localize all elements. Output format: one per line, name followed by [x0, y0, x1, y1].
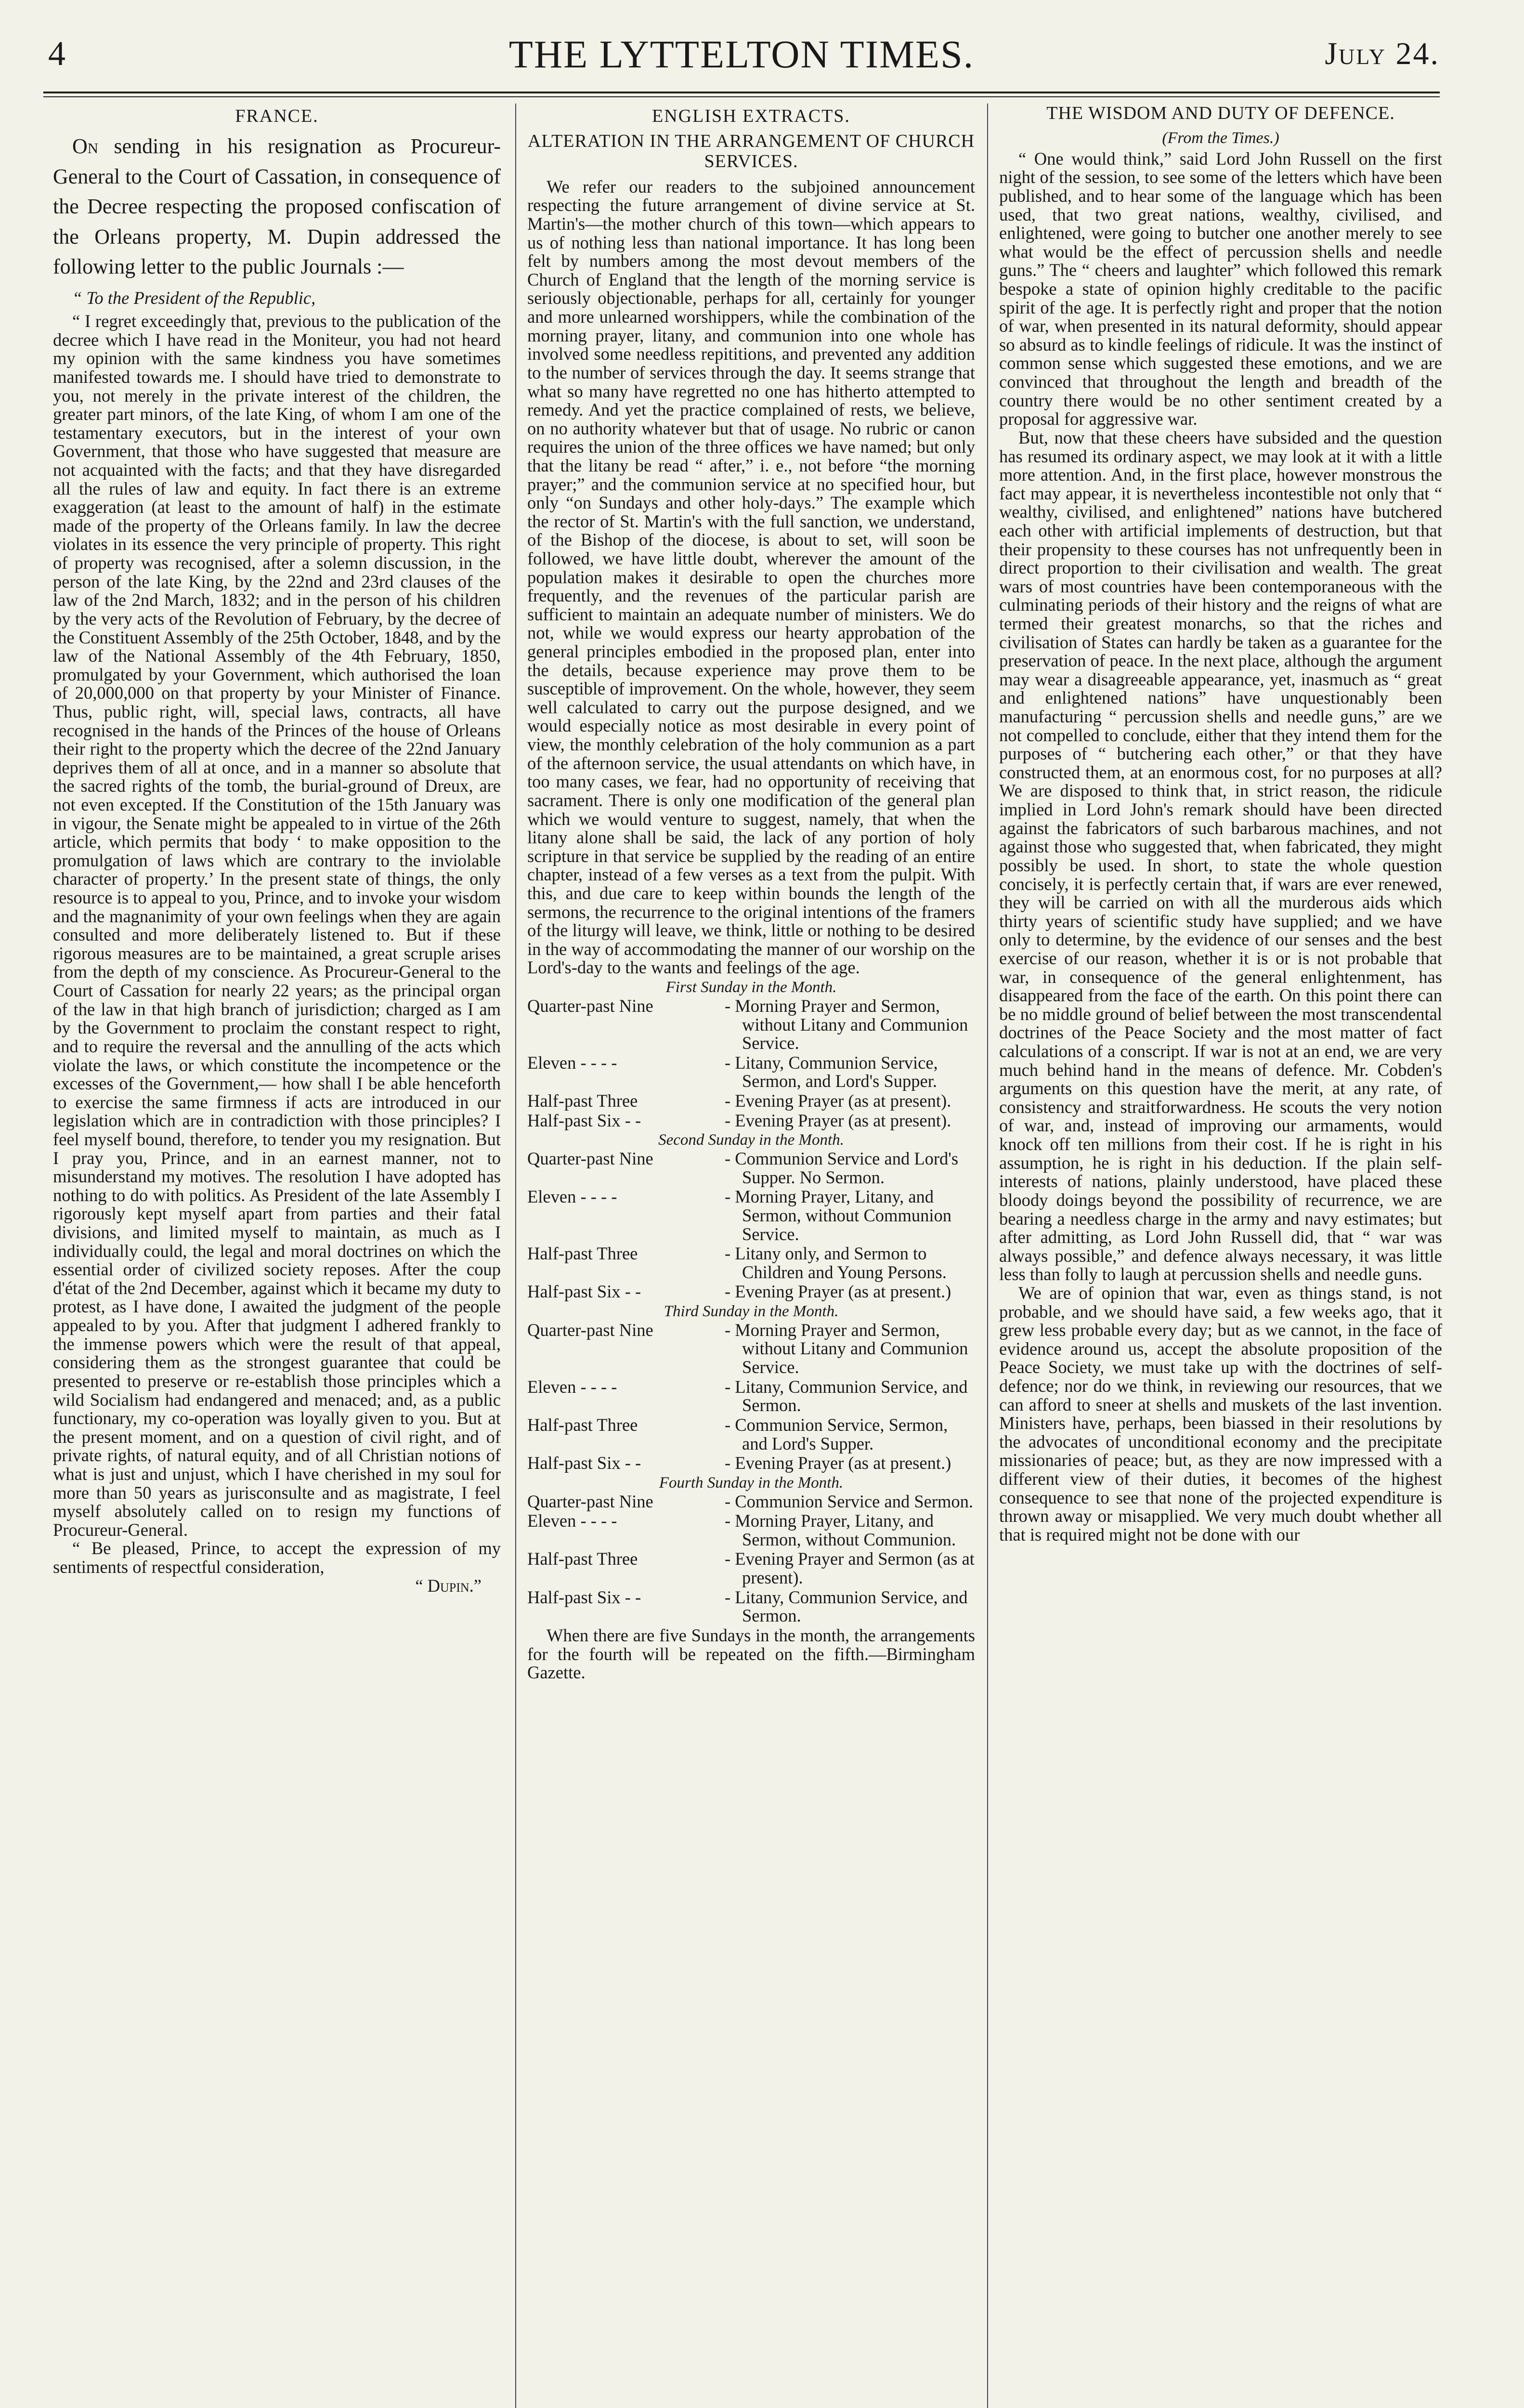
schedule-time: Half-past Six - -	[527, 1110, 641, 1130]
section-heading: ENGLISH EXTRACTS.	[652, 106, 850, 126]
schedule-service: - Morning Prayer, Litany, and Sermon, without Communion.	[725, 1511, 956, 1549]
schedule-row	[527, 1492, 975, 1511]
article-heading: THE WISDOM AND DUTY OF DEFENCE.	[1046, 104, 1395, 123]
schedule-service: - Evening Prayer and Sermon (as at present).	[725, 1549, 975, 1588]
schedule-service: - Litany, Communion Service, Sermon, and Lord's Supper.	[725, 1052, 938, 1091]
schedule-time: Eleven - - - -	[527, 1376, 617, 1397]
schedule-row	[527, 1054, 975, 1091]
article-english-extracts	[527, 104, 975, 2408]
article-heading: FRANCE.	[235, 106, 319, 126]
schedule-row	[527, 1321, 975, 1377]
schedule-service: - Litany only, and Sermon to Children and Young Persons.	[725, 1243, 947, 1282]
schedule-row	[527, 1550, 975, 1587]
schedule-time: Half-past Three	[527, 1243, 638, 1264]
schedule-row	[527, 997, 975, 1053]
schedule-time: Quarter-past Nine	[527, 995, 653, 1016]
lead-text: sending in his resignation as Procureur-General to the Court of Cassation, in consequence of the Decree respecting the proposed confiscation of the Orleans property, M. Dupin addressed the following letter to the public Journals :—	[53, 134, 501, 279]
page-number: 4	[48, 34, 65, 73]
schedule-service: - Litany, Communion Service, and Sermon.	[725, 1587, 968, 1626]
schedule-row	[527, 1092, 975, 1111]
schedule-time: Quarter-past Nine	[527, 1320, 653, 1340]
schedule-service: - Communion Service, Sermon, and Lord's Supper.	[725, 1414, 948, 1453]
article-paragraph: We are of opinion that war, even as things stand, is not probable, and we should have said, a few weeks ago, that it grew less probable every day; but as we cannot, in the face of evidence around us, accept the absolute proposition of the Peace Society, we must take up with the doctrines of self-defence; nor do we think, in reviewing our resources, that we can afford to sneer at shells and muskets of the last invention. Ministers have, perhaps, been biassed in their resolutions by the advocates of unconditional economy and the precipitate missionaries of peace; but, as they are now impressed with a different view of their duties, it becomes of the highest consequence to see that none of the projected expenditure is thrown away or misapplied. We very much doubt whether all that is required might not be done with our	[999, 1283, 1442, 1544]
schedule-service: - Morning Prayer and Sermon, without Litany and Communion Service.	[725, 1320, 968, 1377]
schedule-row	[527, 1112, 975, 1130]
schedule-service: - Morning Prayer and Sermon, without Litany and Communion Service.	[725, 995, 968, 1053]
masthead-rule-thin	[43, 96, 1440, 97]
schedule-time: Half-past Six - -	[527, 1453, 641, 1473]
closing-note: When there are five Sundays in the month, the arrangements for the fourth will be repeated on the fifth.—Birmingham Gazette.	[527, 1625, 975, 1683]
schedule-row	[527, 1512, 975, 1549]
letter-signature: “ Dupin.”	[415, 1575, 482, 1596]
service-schedule	[527, 979, 975, 1625]
schedule-service: - Evening Prayer (as at present.)	[725, 1453, 951, 1473]
schedule-row	[527, 1416, 975, 1453]
schedule-service: - Communion Service and Lord's Supper. No Sermon.	[725, 1149, 959, 1187]
schedule-heading: Third Sunday in the Month.	[664, 1302, 839, 1320]
schedule-row	[527, 1283, 975, 1301]
schedule-heading: Fourth Sunday in the Month.	[659, 1474, 844, 1492]
column-divider	[987, 104, 988, 2408]
schedule-service: - Evening Prayer (as at present.)	[725, 1282, 951, 1302]
letter-address: “ To the President of the Republic,	[72, 288, 316, 308]
schedule-service: - Morning Prayer, Litany, and Sermon, without Communion Service.	[725, 1187, 951, 1244]
letter-paragraph: “ Be pleased, Prince, to accept the expression of my sentiments of respectful consideration,	[53, 1538, 501, 1577]
schedule-time: Half-past Six - -	[527, 1282, 641, 1302]
article-france	[53, 104, 501, 2408]
masthead-rule	[43, 92, 1440, 93]
schedule-service: - Litany, Communion Service, and Sermon.	[725, 1376, 968, 1415]
article-heading: ALTERATION IN THE ARRANGEMENT OF CHURCH SERVICES.	[527, 131, 975, 171]
schedule-row	[527, 1150, 975, 1187]
schedule-row	[527, 1588, 975, 1625]
article-body: We refer our readers to the subjoined announcement respecting the future arrangement of divine service at St. Martin's—the mother church of this town—which appears to us of nothing less than national importance. It has long been felt by numbers among the most devout members of the Church of England that the length of the morning service is seriously objectionable, perhaps for all, certainly for younger and more unlearned worshippers, while the combination of the morning prayer, litany, and communion into one whole has involved some needless repititions, and prevented any addition to the number of services through the day. It seems strange that what so many have regretted no one has hitherto attempted to remedy. And yet the practice complained of rests, we believe, on no authority whatever but that of usage. No rubric or canon requires the union of the three offices we have named; but only that the litany be read “ after,” i. e., not before “the morning prayer;” and the communion service at no specified hour, but only “on Sundays and other holy-days.” The example which the rector of St. Martin's with the full sanction, we understand, of the Bishop of the diocese, is about to set, will soon be followed, we have little doubt, wherever the amount of the population makes it desirable to open the churches more frequently, and the revenues of the particular parish are sufficient to maintain an adequate number of ministers. We do not, while we would express our hearty approbation of the general principles embodied in the proposed plan, enter into the details, because experience may prove them to be susceptible of improvement. On the whole, however, they seem well calculated to carry out the purpose designed, and we would especially notice as most desirable in every point of view, the monthly celebration of the holy communion as a part of the afternoon service, the usual attendants on which have, in too many cases, we fear, had no opportunity of receiving that sacrament. There is only one modification of the general plan which we would venture to suggest, namely, that when the litany alone shall be said, the lack of any portion of holy scripture in that service be supplied by the reading of an entire chapter, instead of a few verses as a text from the pulpit. With this, and due care to keep within bounds the length of the sermons, the recurrence to the original intentions of the framers of the liturgy will leave, we think, little or nothing to be desired in the way of accommodating the manner of our worship on the Lord's-day to the wants and feelings of the age.	[527, 176, 975, 978]
schedule-heading: First Sunday in the Month.	[665, 979, 837, 996]
schedule-time: Eleven - - - -	[527, 1511, 617, 1531]
schedule-row	[527, 1244, 975, 1282]
schedule-time: Half-past Three	[527, 1090, 638, 1111]
schedule-service: - Evening Prayer (as at present).	[725, 1110, 951, 1130]
column-divider	[515, 104, 516, 2408]
article-defence	[999, 104, 1442, 2408]
schedule-row	[527, 1454, 975, 1473]
schedule-time: Half-past Six - -	[527, 1587, 641, 1607]
schedule-time: Quarter-past Nine	[527, 1491, 653, 1511]
schedule-row	[527, 1378, 975, 1415]
letter-paragraph: “ I regret exceedingly that, previous to the publication of the decree which I have read in the Moniteur, you had not heard my opinion with the same kindness you have sometimes manifested towards me. I should have tried to demonstrate to you, not merely in the private interest of the children, the greater part minors, of the late King, of whom I am one of the testamentary executors, but in the interest of your own Government, that those who have suggested that measure are not acquainted with the facts; and that they have disregarded all the rules of law and equity. In fact there is an extreme exaggeration (at least to the amount of half) in the estimate made of the property of the Orleans family. In law the decree violates in its essence the very principle of property. This right of property was recognised, after a solemn discussion, in the person of the late King, by the 22nd and 23rd clauses of the law of the 2nd March, 1832; and in the person of his children by the very acts of the Revolution of February, by the decree of the Constituent Assembly of the 25th October, 1848, and by the law of the National Assembly of the 4th February, 1850, promulgated by your Government, which authorised the loan of 20,000,000 on that property by your Minister of Finance. Thus, public right, will, special laws, contracts, all have recognised in the hands of the Princes of the house of Orleans their right to the property which the decree of the 22nd January deprives them of all at once, and in a manner so absolute that the sacred rights of the tomb, the burial-ground of Dreux, are not even excepted. If the Constitution of the 15th January was in vigour, the Senate might be appealed to in virtue of the 26th article, which permits that body ‘ to make opposition to the promulgation of laws which are contrary to the inviolable character of property.’ In the present state of things, the only resource is to appeal to you, Prince, and to invoke your wisdom and the magnanimity of your own feelings when they are again consulted and more deliberately listened to. But if these rigorous measures are to be maintained, a great scruple arises from the depth of my conscience. As Procureur-General to the Court of Cassation for nearly 22 years; as the principal organ of the law in that high branch of jurisdiction; charged as I am by the Government to proclaim the constant respect to right, and to require the reversal and the annulling of the acts which violate the laws, or which constitute the incompetence or the excesses of the Government,— how shall I be able henceforth to exercise the same firmness if acts are introduced in our legislation which are in contradiction with those principles? I feel myself bound, therefore, to tender you my resignation. But I pray you, Prince, and in an earnest manner, not to misunderstand my motives. The resolution I have adopted has nothing to do with politics. As President of the late Assembly I rigorously kept myself apart from parties and their fatal divisions, and limited myself to maintain, as much as I individually could, the legal and moral doctrines on which the essential order of civilized society reposes. After the coup d'état of the 2nd December, against which it became my duty to protest, as I have done, I awaited the judgment of the people appealed to by you. After that judgment I adhered frankly to the immense powers which were the result of that appeal, considering them as the strongest guarantee that could be presented to preserve or re-establish those principles which a wild Socialism had endangered and menaced; and, as a public functionary, my co-operation was loyally given to you. But at the present moment, and on a question of civil right, and of private rights, of natural equity, and of all Christian notions of what is just and unjust, which I have cherished in my soul for more than 50 years as jurisconsulte and as magistrate, I feel myself absolutely called on to resign my functions of Procureur-General.	[53, 311, 501, 1540]
article-source: (From the Times.)	[1162, 129, 1279, 147]
article-lead	[53, 131, 501, 282]
article-paragraph: But, now that these cheers have subsided and the question has resumed its ordinary aspect, we may look at it with a little more attention. And, in the first place, however monstrous the fact may appear, it is nevertheless incontestible not only that “ wealthy, civilised, and enlightened” nations have butchered each other with artificial implements of destruction, but that their propensity to these courses has not unfrequently been in direct proportion to their civilisation and wealth. The great wars of most countries have been contemporaneous with the culminating periods of their history and the reigns of what are termed their greatest monarchs, so that the riches and civilisation of States can hardly be taken as a guarantee for the preservation of peace. In the next place, although the argument may wear a disagreeable appearance, yet, inasmuch as “ great and enlightened nations” have unquestionably been manufacturing “ percussion shells and needle guns,” are we not compelled to conclude, either that they intend them for the purposes of “ butchering each other,” or that they have constructed them, at an enormous cost, for no purposes at all? We are disposed to think that, in strict reason, the ridicule implied in Lord John's remark should have been directed against the fabricators of such barbarous machines, and not against those who suggested that, when fabricated, they might possibly be used. In short, to state the whole question concisely, it is perfectly certain that, if wars are ever renewed, they will be carried on with all the murderous aids which thirty years of scientific study have supplied; and we have only to determine, by the evidence of our senses and the best exercise of our reason, whether it is or is not probable that war, in consequence of the general enlightenment, has disappeared from the face of the earth. On this point there can be no middle ground of belief between the most transcendental doctrines of the Peace Society and the most matter of fact calculations of a conscript. If war is not at an end, we are very much behind hand in the means of defence. Mr. Cobden's arguments on this question have the merit, at any rate, of consistency and straitforwardness. He scouts the very notion of war, and, instead of improving our armaments, would knock off ten millions from their cost. If he is right in his assumption, he is right in his deduction. If the plain self-interests of nations, plainly understood, have placed these bloody doings beyond the possibility of recurrence, we are bearing a needless charge in the army and navy estimates; but after admitting, as Lord John Russell did, that “ war was always possible,” and defence always necessary, it was little less than folly to laugh at percussion shells and needle guns.	[999, 427, 1442, 1284]
schedule-time: Eleven - - - -	[527, 1187, 617, 1207]
schedule-time: Quarter-past Nine	[527, 1149, 653, 1169]
schedule-time: Half-past Three	[527, 1414, 638, 1435]
schedule-row	[527, 1188, 975, 1243]
masthead	[43, 34, 1440, 92]
schedule-time: Half-past Three	[527, 1549, 638, 1569]
issue-date: July 24.	[1325, 36, 1440, 71]
lead-initial: On	[72, 134, 99, 158]
schedule-time: Eleven - - - -	[527, 1052, 617, 1073]
schedule-service: - Evening Prayer (as at present).	[725, 1090, 951, 1111]
newspaper-title: THE LYTTELTON TIMES.	[508, 32, 975, 76]
schedule-heading: Second Sunday in the Month.	[658, 1131, 844, 1149]
schedule-service: - Communion Service and Sermon.	[725, 1491, 973, 1511]
article-paragraph: “ One would think,” said Lord John Russell on the first night of the session, to see some of the letters which have been published, and to hear some of the language which has been used, that two great nations, wealthy, civilised, and enlightened, were going to butcher one another merely to see what would be the effect of percussion shells and needle guns.” The “ cheers and laughter” which followed this remark bespoke a state of opinion highly creditable to the pacific spirit of the age. It is perfectly right and proper that the notion of war, when presented in its natural deformity, should appear so absurd as to kindle feelings of ridicule. It was the instinct of common sense which suggested these emotions, and we are convinced that throughout the length and breadth of the country there would be no other sentiment created by a proposal for aggressive war.	[999, 148, 1442, 429]
